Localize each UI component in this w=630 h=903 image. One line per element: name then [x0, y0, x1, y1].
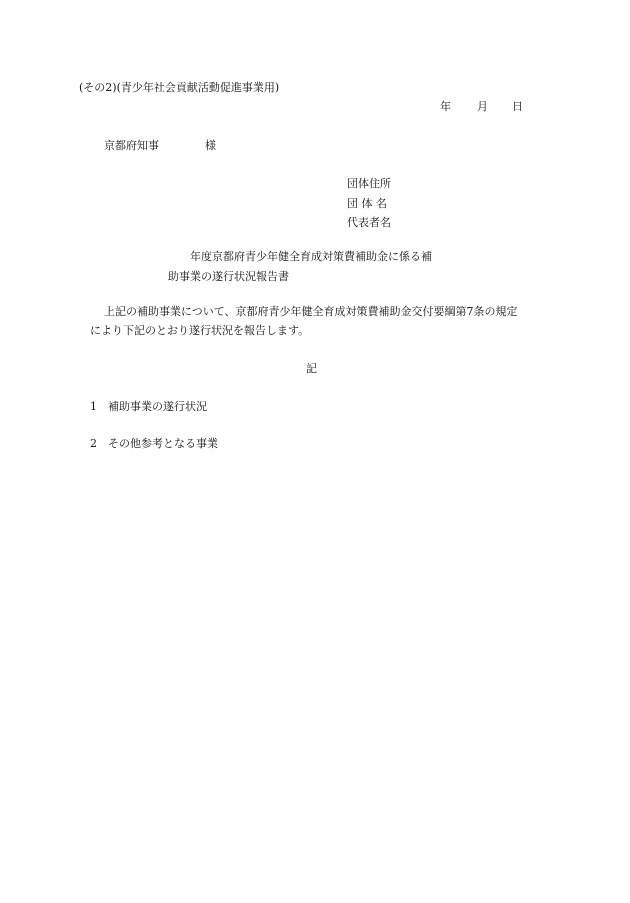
list-item: [90, 437, 218, 451]
organization-representative-label: 代表者名: [347, 216, 391, 229]
list-item: [90, 400, 207, 414]
organization-name-label: 団 体 名: [347, 197, 387, 210]
body-text-line-1: 上記の補助事業について、京都府青少年健全育成対策費補助金交付要綱第7条の規定: [104, 305, 518, 318]
report-title-line-2: 助事業の遂行状況報告書: [168, 270, 289, 283]
list-item-label: その他参考となる事業: [108, 437, 218, 450]
body-text-line-2: により下記のとおり遂行状況を報告します。: [90, 324, 310, 337]
addressee: [104, 139, 216, 153]
list-item-number: 2: [90, 437, 97, 450]
date-day-label: 日: [512, 100, 523, 113]
report-title-line-1: 年度京都府青少年健全育成対策費補助金に係る補: [190, 250, 432, 263]
organization-address-label: 団体住所: [347, 177, 391, 190]
list-item-label: 補助事業の遂行状況: [108, 400, 207, 413]
date-month-label: 月: [477, 100, 488, 113]
date-line: [440, 100, 523, 114]
addressee-name: 京都府知事: [104, 139, 159, 152]
form-note: (その2)(青少年社会貢献活動促進事業用): [79, 81, 280, 94]
list-item-number: 1: [90, 400, 97, 413]
date-year-label: 年: [440, 100, 451, 113]
addressee-honorific: 様: [205, 139, 216, 152]
ki-heading: 記: [306, 362, 317, 375]
